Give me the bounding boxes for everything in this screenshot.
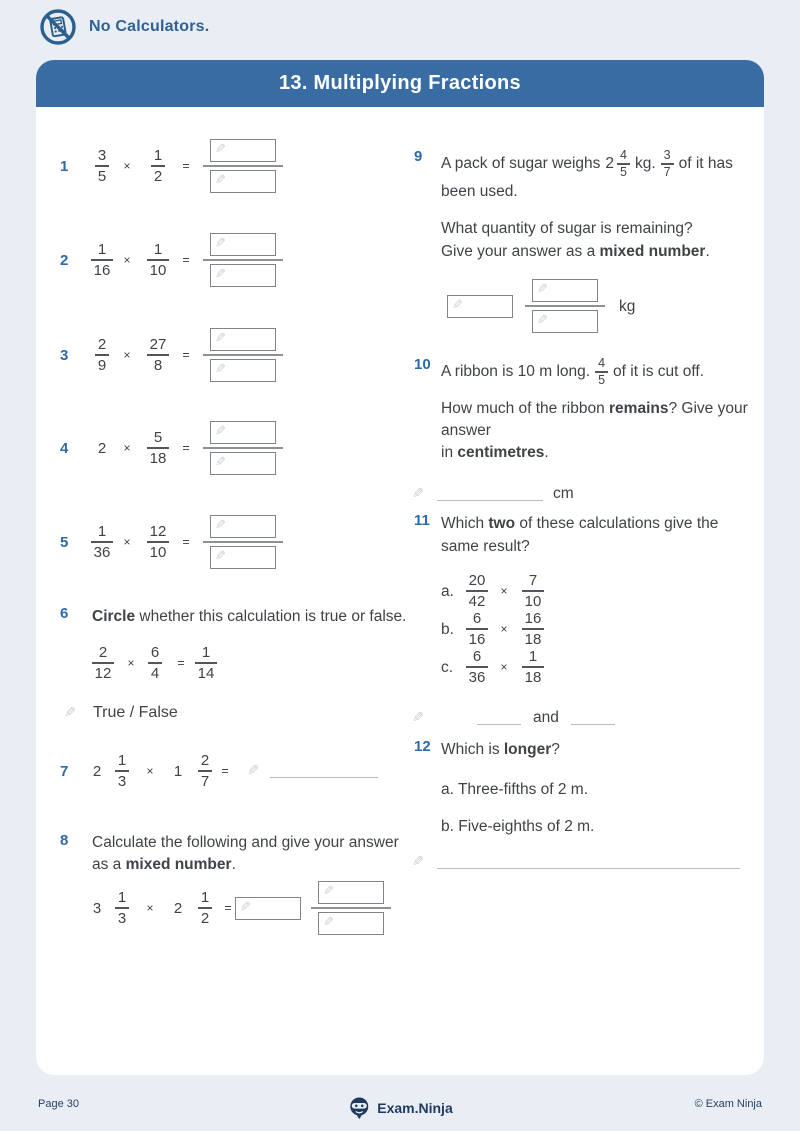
question-number: 10 [414, 356, 431, 373]
denominator: 36 [93, 543, 111, 561]
question-number: 4 [60, 439, 69, 457]
pencil-icon: ✎ [452, 297, 463, 313]
text: A ribbon is 10 m long. [441, 363, 591, 380]
fraction-bar [115, 770, 129, 772]
fraction-bar [148, 662, 162, 664]
pencil-icon: ✎ [247, 763, 259, 779]
question-prompt: Circle whether this calculation is true or false. [92, 608, 407, 625]
denominator-answer-box[interactable] [210, 170, 276, 193]
numerator: 16 [524, 609, 542, 627]
page-footer [0, 1098, 800, 1116]
question-10 [410, 356, 760, 505]
equals-sign: = [177, 656, 185, 670]
denominator-answer-box[interactable] [210, 359, 276, 382]
numerator: 6 [472, 609, 482, 627]
answer-fraction-bar [203, 447, 283, 450]
equals-sign: = [182, 159, 190, 173]
multiply-sign: × [146, 764, 154, 778]
denominator: 9 [97, 356, 107, 374]
numerator: 2 [98, 643, 108, 661]
fraction [91, 524, 114, 561]
text: of it has [678, 155, 733, 172]
numerator: 3 [663, 147, 671, 162]
fraction [147, 242, 170, 279]
top-bar [38, 7, 209, 47]
question-11 [410, 512, 760, 729]
multiply-sign: × [500, 660, 508, 674]
answer-line[interactable] [571, 711, 615, 725]
multiply-sign: × [500, 622, 508, 636]
question-number: 7 [60, 762, 69, 780]
multiply-sign: × [146, 901, 154, 915]
true-false-options[interactable]: True / False [93, 704, 178, 721]
question-1 [56, 135, 283, 197]
pencil-icon: ✎ [215, 517, 226, 533]
answer-fraction [203, 139, 283, 194]
answer-fraction-bar [203, 165, 283, 168]
denominator: 5 [620, 165, 627, 180]
question-text-line: What quantity of sugar is remaining? [441, 220, 693, 237]
fraction-bar [466, 628, 489, 630]
pencil-icon: ✎ [537, 281, 548, 297]
denominator: 16 [468, 630, 486, 648]
connector-text: and [533, 709, 559, 726]
denominator: 10 [149, 261, 167, 279]
denominator: 2 [153, 167, 163, 185]
fraction-bar [198, 907, 212, 909]
numerator: 6 [472, 647, 482, 665]
question-text-line [441, 148, 750, 180]
fraction [522, 611, 545, 648]
multiply-sign: × [500, 584, 508, 598]
pencil-icon: ✎ [537, 313, 548, 329]
option-a: a. Three-fifths of 2 m. [441, 781, 589, 798]
question-9 [410, 148, 750, 337]
question-text-line: How much of the ribbon remains? Give your answer [441, 400, 748, 439]
numerator: 6 [150, 643, 160, 661]
fraction-bar [91, 259, 114, 261]
numerator: 2 [97, 335, 107, 353]
fraction [95, 148, 109, 185]
fraction [617, 149, 630, 180]
answer-line[interactable] [437, 855, 740, 869]
whole-number: 3 [92, 899, 102, 917]
multiply-sign: × [127, 656, 135, 670]
page-number: Page 30 [38, 1098, 79, 1110]
text: kg. [634, 155, 656, 172]
numerator: 1 [153, 146, 163, 164]
fraction-bar [147, 541, 170, 543]
denominator: 5 [598, 373, 606, 388]
question-2 [56, 229, 283, 291]
fraction [115, 890, 129, 927]
denominator: 3 [117, 772, 127, 790]
fraction-bar [195, 662, 218, 664]
pencil-icon: ✎ [215, 423, 226, 439]
denominator-answer-box[interactable] [532, 310, 598, 333]
fraction [195, 645, 218, 682]
fraction-bar [151, 165, 165, 167]
question-number: 6 [60, 605, 69, 622]
pencil-icon: ✎ [215, 267, 226, 283]
question-number: 3 [60, 346, 69, 364]
equals-sign: = [224, 901, 232, 915]
whole-number: 2 [173, 899, 183, 917]
whole-number: 2 [605, 155, 615, 172]
fraction [91, 242, 114, 279]
numerator: 1 [200, 888, 210, 906]
multiply-sign: × [123, 253, 131, 267]
question-8 [56, 832, 426, 939]
pencil-icon: ✎ [215, 173, 226, 189]
equals-sign: = [182, 253, 190, 267]
question-number: 5 [60, 533, 69, 551]
pencil-icon: ✎ [215, 235, 226, 251]
pencil-icon: ✎ [412, 485, 424, 502]
denominator: 7 [663, 165, 671, 180]
worksheet-card [36, 60, 764, 1075]
answer-fraction [203, 421, 283, 476]
pencil-icon: ✎ [412, 709, 424, 726]
numerator: 3 [97, 146, 107, 164]
fraction-bar [466, 666, 489, 668]
whole-number-answer-box[interactable] [447, 295, 513, 318]
ninja-logo-icon [347, 1096, 371, 1120]
denominator: 4 [150, 664, 160, 682]
question-number: 11 [414, 512, 430, 529]
fraction [466, 573, 489, 610]
numerator-answer-box[interactable] [210, 139, 276, 162]
question-5 [56, 511, 283, 573]
fraction [95, 337, 109, 374]
question-text-line [441, 356, 760, 388]
fraction [198, 890, 212, 927]
unit-label: cm [553, 485, 574, 502]
no-calculator-icon [38, 7, 78, 47]
pencil-icon: ✎ [240, 899, 251, 915]
answer-fraction [203, 233, 283, 288]
fraction [92, 645, 115, 682]
whole-number: 1 [173, 762, 183, 780]
equals-sign: = [182, 441, 190, 455]
option-b: b. Five-eighths of 2 m. [441, 818, 595, 835]
question-text-line: been used. [441, 183, 518, 200]
multiply-sign: × [123, 535, 131, 549]
denominator: 16 [93, 261, 111, 279]
multiply-sign: × [123, 441, 131, 455]
answer-fraction [203, 328, 283, 383]
pencil-icon: ✎ [323, 915, 334, 931]
fraction [147, 337, 170, 374]
fraction [198, 753, 212, 790]
question-7 [56, 750, 378, 792]
option-label: a. [441, 582, 454, 600]
denominator: 10 [524, 592, 542, 610]
numerator-answer-box[interactable] [210, 233, 276, 256]
fraction-bar [95, 165, 109, 167]
question-text-line: Give your answer as a mixed number. [441, 243, 710, 260]
denominator: 12 [94, 664, 112, 682]
fraction [147, 430, 170, 467]
question-prompt: Calculate the following and give your answer as a mixed number. [92, 834, 399, 873]
fraction [148, 645, 162, 682]
numerator: 2 [200, 751, 210, 769]
question-number: 9 [414, 148, 423, 165]
title-banner [36, 60, 764, 107]
fraction-bar [522, 590, 545, 592]
numerator: 20 [468, 571, 486, 589]
question-number: 8 [60, 832, 69, 849]
pencil-icon: ✎ [412, 854, 424, 870]
fraction-bar [147, 447, 170, 449]
fraction [661, 149, 674, 180]
denominator: 2 [200, 909, 210, 927]
answer-fraction [311, 881, 391, 936]
numerator: 12 [149, 522, 167, 540]
denominator: 8 [153, 356, 163, 374]
fraction [147, 524, 170, 561]
numerator-answer-box[interactable] [210, 421, 276, 444]
answer-fraction-bar [203, 259, 283, 262]
pencil-icon: ✎ [323, 883, 334, 899]
fraction [466, 611, 489, 648]
question-number: 1 [60, 157, 69, 175]
equals-sign: = [182, 348, 190, 362]
denominator: 18 [149, 449, 167, 467]
numerator: 1 [528, 647, 538, 665]
mixed-number [605, 149, 630, 180]
fraction-bar [92, 662, 115, 664]
numerator: 1 [117, 888, 127, 906]
denominator: 18 [524, 668, 542, 686]
pencil-icon: ✎ [215, 455, 226, 471]
fraction [466, 649, 489, 686]
denominator: 10 [149, 543, 167, 561]
question-6 [56, 605, 416, 722]
numerator: 1 [97, 240, 107, 258]
answer-fraction-bar [203, 541, 283, 544]
denominator: 5 [97, 167, 107, 185]
numerator: 4 [620, 147, 627, 162]
no-calculators-label: No Calculators. [89, 18, 210, 35]
question-prompt: Which two of these calculations give the same result? [441, 515, 719, 555]
numerator-answer-box[interactable] [210, 515, 276, 538]
fraction-bar [522, 666, 545, 668]
numerator-answer-box[interactable] [532, 279, 598, 302]
question-4 [56, 417, 283, 479]
pencil-icon: ✎ [64, 705, 76, 721]
question-text-line: in centimetres. [441, 444, 549, 461]
multiply-sign: × [123, 348, 131, 362]
brand [347, 1096, 452, 1120]
option-a [441, 572, 760, 610]
numerator: 4 [598, 355, 606, 370]
denominator-answer-box[interactable] [210, 452, 276, 475]
pencil-icon: ✎ [215, 141, 226, 157]
multiply-sign: × [123, 159, 131, 173]
fraction [522, 649, 545, 686]
denominator: 7 [200, 772, 210, 790]
numerator: 5 [153, 428, 163, 446]
numerator: 1 [153, 240, 163, 258]
denominator-answer-box[interactable] [318, 912, 384, 935]
fraction [151, 148, 165, 185]
answer-fraction-bar [203, 354, 283, 357]
fraction-bar [115, 907, 129, 909]
equals-sign: = [221, 764, 229, 778]
fraction-bar [91, 541, 114, 543]
fraction [115, 753, 129, 790]
numerator: 1 [117, 751, 127, 769]
fraction-bar [198, 770, 212, 772]
whole-number-answer-box[interactable] [235, 897, 301, 920]
answer-fraction [525, 279, 605, 334]
denominator-answer-box[interactable] [210, 264, 276, 287]
fraction-bar [466, 590, 489, 592]
whole-number: 2 [92, 762, 102, 780]
answer-fraction-bar [311, 907, 391, 910]
numerator: 1 [97, 522, 107, 540]
denominator: 14 [197, 664, 215, 682]
page-title: 13. Multiplying Fractions [279, 72, 521, 94]
whole-number: 2 [97, 439, 107, 457]
option-c [441, 648, 760, 686]
question-number: 2 [60, 251, 69, 269]
text: of it is cut off. [613, 363, 705, 380]
question-number: 12 [414, 738, 431, 755]
denominator-answer-box[interactable] [210, 546, 276, 569]
answer-fraction-bar [525, 305, 605, 308]
answer-line[interactable] [437, 487, 543, 501]
option-label: c. [441, 658, 454, 676]
question-12 [410, 738, 760, 870]
pencil-icon: ✎ [215, 549, 226, 565]
numerator: 7 [528, 571, 538, 589]
numerator: 1 [201, 643, 211, 661]
denominator: 18 [524, 630, 542, 648]
question-3 [56, 324, 283, 386]
pencil-icon: ✎ [215, 330, 226, 346]
fraction [595, 357, 608, 388]
numerator: 27 [149, 335, 167, 353]
denominator: 36 [468, 668, 486, 686]
unit-label: kg [619, 297, 636, 315]
denominator: 3 [117, 909, 127, 927]
fraction-bar [147, 354, 170, 356]
question-prompt: Which is longer? [441, 741, 560, 758]
option-label: b. [441, 620, 454, 638]
option-b [441, 610, 760, 648]
brand-name: Exam.Ninja [377, 1100, 453, 1116]
answer-line[interactable] [477, 711, 521, 725]
numerator-answer-box[interactable] [210, 328, 276, 351]
fraction-bar [95, 354, 109, 356]
equals-sign: = [182, 535, 190, 549]
answer-line[interactable] [270, 764, 378, 778]
fraction-bar [522, 628, 545, 630]
fraction [522, 573, 545, 610]
pencil-icon: ✎ [215, 362, 226, 378]
copyright: © Exam Ninja [694, 1098, 762, 1110]
fraction-bar [147, 259, 170, 261]
answer-fraction [203, 515, 283, 570]
numerator-answer-box[interactable] [318, 881, 384, 904]
text: A pack of sugar weighs [441, 155, 601, 172]
denominator: 42 [468, 592, 486, 610]
